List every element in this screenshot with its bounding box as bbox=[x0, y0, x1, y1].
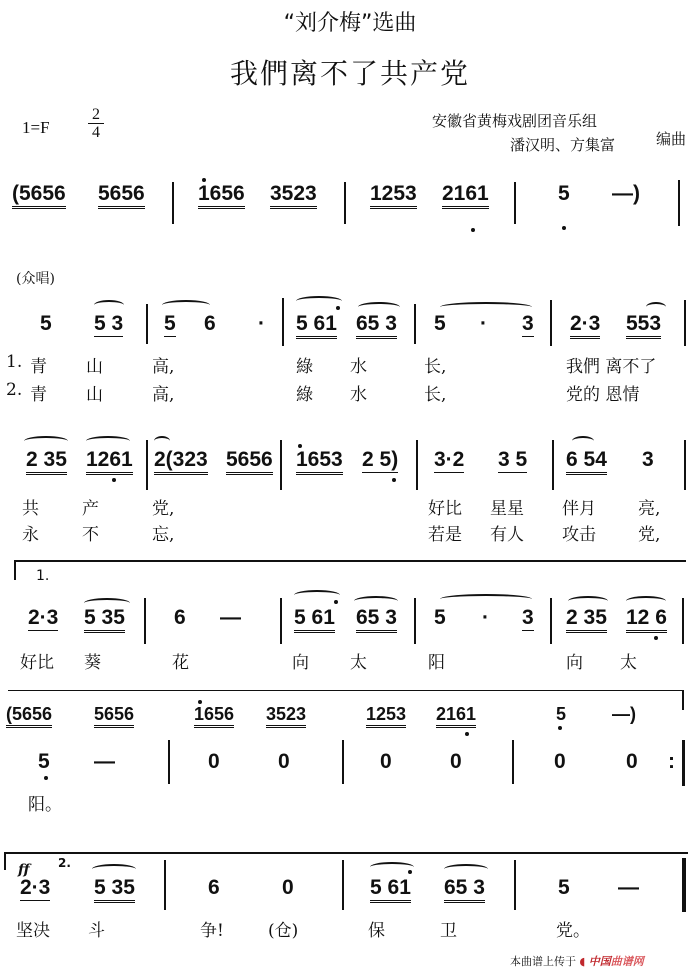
note-group: 2161 bbox=[436, 704, 476, 728]
note-group: —) bbox=[612, 182, 640, 205]
upload-credit-text: 本曲谱上传于 bbox=[510, 955, 576, 968]
subtitle: “刘介梅”选曲 bbox=[283, 11, 417, 36]
note-group: 1253 bbox=[370, 182, 417, 209]
lyric: 高, bbox=[152, 385, 175, 405]
dynamic-ff: ff bbox=[18, 862, 30, 878]
note-group: 2(323 bbox=[154, 448, 208, 475]
note-group: 3 5 bbox=[498, 448, 528, 471]
lyric: 保 bbox=[368, 921, 385, 941]
note-group: 6 54 bbox=[566, 448, 607, 475]
high-octave-dot bbox=[298, 444, 302, 448]
lyric: 葵 bbox=[84, 653, 101, 673]
note: 5 bbox=[40, 312, 52, 335]
note-group: 5 61 bbox=[296, 312, 337, 339]
barline bbox=[280, 598, 282, 644]
note: 5 bbox=[164, 312, 176, 335]
note-group: 5 35 bbox=[84, 606, 125, 633]
barline bbox=[280, 440, 282, 490]
slur bbox=[646, 302, 666, 312]
site-name-b: 曲谱网 bbox=[610, 955, 644, 968]
barline bbox=[684, 440, 686, 490]
lyric: 坚决 bbox=[16, 921, 50, 941]
note-group: 5656 bbox=[94, 704, 134, 728]
note-group: 2·3 bbox=[20, 876, 51, 899]
slur bbox=[92, 864, 136, 874]
note: 5 bbox=[434, 312, 446, 335]
barline bbox=[512, 740, 514, 784]
high-octave-dot bbox=[334, 600, 338, 604]
lyric: 攻击 bbox=[562, 525, 596, 545]
volta-number: 2. bbox=[58, 856, 71, 870]
note-group: 553 bbox=[626, 312, 661, 339]
slur bbox=[24, 436, 68, 446]
slur bbox=[294, 590, 340, 600]
song-title: 我們离不了共产党 bbox=[229, 57, 470, 90]
lyric: 伴月 bbox=[562, 499, 596, 519]
note-group: 1656 bbox=[194, 704, 234, 728]
note-group: 1253 bbox=[366, 704, 406, 728]
note: 5 bbox=[434, 606, 446, 629]
note-group: 3·2 bbox=[434, 448, 465, 471]
barline bbox=[678, 180, 680, 226]
rest: 0 bbox=[380, 750, 392, 773]
lyric: 阳 bbox=[428, 653, 445, 673]
lyric: 水 bbox=[350, 357, 367, 377]
lyric: 永 bbox=[22, 525, 39, 545]
lyric: 党。 bbox=[556, 921, 590, 941]
dash: — bbox=[618, 876, 639, 899]
high-octave-dot bbox=[202, 178, 206, 182]
note-group: 2 35 bbox=[26, 448, 67, 475]
volta-bracket-edge bbox=[14, 560, 16, 580]
barline bbox=[344, 182, 346, 224]
note-group: 5 35 bbox=[94, 876, 135, 903]
note-group: 65 3 bbox=[356, 606, 397, 633]
barline bbox=[168, 740, 170, 784]
note: 5 bbox=[38, 750, 50, 773]
note-group: 3523 bbox=[266, 704, 306, 728]
note-group: 1261 bbox=[86, 448, 133, 475]
lyric: 我們 离不了 bbox=[566, 357, 657, 377]
lyric: 太 bbox=[350, 653, 367, 673]
barline bbox=[164, 860, 166, 910]
note-group: 65 3 bbox=[444, 876, 485, 903]
repeat-sign: : bbox=[668, 750, 675, 773]
note-group: 2 5) bbox=[362, 448, 399, 471]
slur bbox=[568, 596, 608, 606]
barline bbox=[552, 440, 554, 490]
dash: — bbox=[220, 606, 241, 629]
lyric: 水 bbox=[350, 385, 367, 405]
lyric: 不 bbox=[82, 525, 99, 545]
lyric: 星星 bbox=[490, 499, 524, 519]
rest: 0 bbox=[282, 876, 294, 899]
verse-number: 2. bbox=[6, 380, 23, 400]
low-octave-dot bbox=[465, 732, 469, 736]
barline bbox=[144, 598, 146, 644]
lyric: 产 bbox=[82, 499, 99, 519]
dash: —) bbox=[612, 704, 636, 724]
fermata-slur bbox=[154, 436, 170, 446]
note-group: 12 6 bbox=[626, 606, 667, 633]
slur bbox=[86, 436, 130, 446]
barline bbox=[414, 598, 416, 644]
lyric: 綠 bbox=[296, 385, 313, 405]
lyric: 忘, bbox=[152, 525, 175, 545]
high-octave-dot bbox=[408, 870, 412, 874]
note: 3 bbox=[642, 448, 654, 471]
lyric: 长, bbox=[424, 385, 447, 405]
time-signature-bottom: 4 bbox=[88, 123, 104, 141]
barline bbox=[146, 440, 148, 490]
lyric: 太 bbox=[620, 653, 637, 673]
credit-organization: 安徽省黄梅戏剧团音乐组 bbox=[432, 112, 598, 130]
volta-bracket bbox=[4, 852, 688, 854]
slur bbox=[440, 594, 532, 604]
lyric: 争! bbox=[200, 921, 224, 941]
lyric: 党, bbox=[152, 499, 175, 519]
rest: 0 bbox=[450, 750, 462, 773]
lyric: 斗 bbox=[88, 921, 105, 941]
lyric: 好比 bbox=[20, 653, 54, 673]
dot-extension: · bbox=[482, 606, 489, 629]
lyric: 若是 bbox=[428, 525, 462, 545]
final-barline bbox=[682, 858, 686, 912]
low-octave-dot bbox=[558, 726, 562, 730]
barline bbox=[282, 298, 284, 346]
note-group: 2161 bbox=[442, 182, 489, 209]
dot-extension: · bbox=[258, 312, 265, 335]
slur bbox=[296, 296, 342, 306]
barline bbox=[416, 440, 418, 490]
note-group: (5656 bbox=[6, 704, 52, 728]
lyric: (仓) bbox=[268, 921, 299, 941]
barline bbox=[414, 304, 416, 344]
lyric: 阳。 bbox=[28, 795, 62, 815]
lyric: 卫 bbox=[440, 921, 457, 941]
barline bbox=[550, 598, 552, 644]
rest: 0 bbox=[626, 750, 638, 773]
lyric: 党, bbox=[638, 525, 661, 545]
lyric: 有人 bbox=[490, 525, 524, 545]
barline bbox=[514, 182, 516, 224]
upload-credit bbox=[510, 953, 644, 969]
slur bbox=[162, 300, 210, 310]
note-group: 2·3 bbox=[28, 606, 59, 629]
lyric: 向 bbox=[566, 653, 583, 673]
lyric: 綠 bbox=[296, 357, 313, 377]
lyric: 好比 bbox=[428, 499, 462, 519]
performance-marking: (众唱) bbox=[16, 271, 55, 287]
low-octave-dot bbox=[654, 636, 658, 640]
barline bbox=[342, 860, 344, 910]
key-signature: 1=F bbox=[22, 118, 50, 137]
credit-people: 潘汉明、方集富 bbox=[510, 136, 616, 154]
barline bbox=[550, 300, 552, 346]
time-signature-top: 2 bbox=[92, 106, 100, 123]
note: 5 3 bbox=[94, 312, 124, 335]
note-group: 5 61 bbox=[370, 876, 411, 903]
dash: — bbox=[94, 750, 115, 773]
note: 3 bbox=[522, 606, 534, 629]
lyric: 山 bbox=[86, 385, 103, 405]
low-octave-dot bbox=[392, 478, 396, 482]
note-group: 5656 bbox=[226, 448, 273, 475]
slur bbox=[626, 596, 666, 606]
barline bbox=[342, 740, 344, 784]
slur bbox=[358, 302, 400, 312]
lyric: 向 bbox=[292, 653, 309, 673]
note: 6 bbox=[204, 312, 216, 335]
barline bbox=[682, 598, 684, 644]
fermata-slur bbox=[572, 436, 594, 446]
slur bbox=[440, 302, 532, 312]
barline bbox=[172, 182, 174, 224]
credit-role: 编曲 bbox=[656, 130, 687, 148]
lyric: 亮, bbox=[638, 499, 661, 519]
accompaniment-bracket bbox=[8, 690, 684, 691]
rest: 0 bbox=[278, 750, 290, 773]
high-octave-dot bbox=[336, 306, 340, 310]
verse-number: 1. bbox=[6, 352, 23, 372]
lyric: 党的 恩情 bbox=[566, 385, 640, 405]
high-octave-dot bbox=[198, 700, 202, 704]
barline bbox=[684, 300, 686, 346]
note-group: 1653 bbox=[296, 448, 343, 475]
rest: 0 bbox=[554, 750, 566, 773]
note: 3 bbox=[522, 312, 534, 335]
low-octave-dot bbox=[471, 228, 475, 232]
low-octave-dot bbox=[44, 776, 48, 780]
note-group: 5 61 bbox=[294, 606, 335, 633]
slur bbox=[444, 864, 488, 874]
slur bbox=[94, 300, 124, 310]
note: 5 bbox=[556, 704, 567, 724]
low-octave-dot bbox=[562, 226, 566, 230]
dot-extension: · bbox=[480, 312, 487, 335]
note: 6 bbox=[208, 876, 220, 899]
lyric: 长, bbox=[424, 357, 447, 377]
volta-bracket-edge bbox=[4, 852, 6, 870]
note-group: 3523 bbox=[270, 182, 317, 209]
accompaniment-bracket-edge bbox=[682, 690, 684, 710]
lyric: 山 bbox=[86, 357, 103, 377]
lyric: 花 bbox=[172, 653, 189, 673]
site-name-a: 中国 bbox=[588, 955, 611, 968]
note: 6 bbox=[174, 606, 186, 629]
lyric: 高, bbox=[152, 357, 175, 377]
barline bbox=[146, 304, 148, 344]
lyric: 青 bbox=[30, 385, 47, 405]
note-group: 2·3 bbox=[570, 312, 600, 339]
note-group: 5 bbox=[558, 182, 570, 205]
volta-number: 1. bbox=[36, 568, 50, 584]
note-group: 5656 bbox=[98, 182, 145, 209]
lyric: 共 bbox=[22, 499, 39, 519]
note: 5 bbox=[558, 876, 570, 899]
low-octave-dot bbox=[112, 478, 116, 482]
repeat-barline bbox=[682, 740, 685, 786]
note-group: 1656 bbox=[198, 182, 245, 209]
barline bbox=[514, 860, 516, 910]
volta-bracket bbox=[14, 560, 686, 562]
site-logo-icon: ◖ bbox=[579, 955, 586, 968]
rest: 0 bbox=[208, 750, 220, 773]
lyric: 青 bbox=[30, 357, 47, 377]
note-group: 65 3 bbox=[356, 312, 397, 339]
time-signature bbox=[88, 106, 104, 141]
slur bbox=[354, 596, 398, 606]
note-group: 2 35 bbox=[566, 606, 607, 633]
note-group: (5656 bbox=[12, 182, 66, 209]
